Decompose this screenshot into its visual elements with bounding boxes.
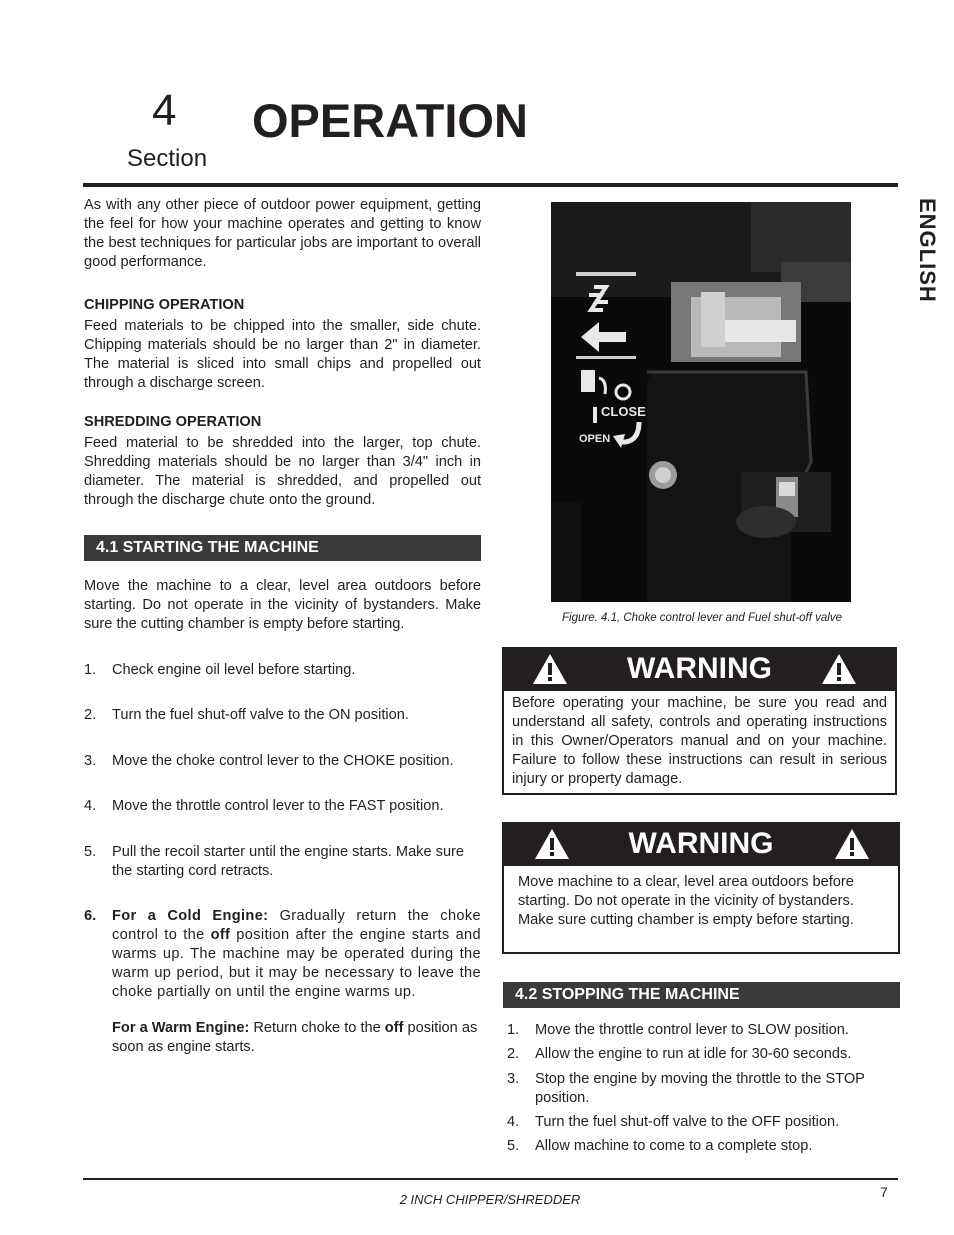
step-text: Stop the engine by moving the throttle to the STOP position. (535, 1071, 865, 1106)
step-text: Turn the fuel shut-off valve to the ON position. (112, 707, 409, 723)
step-text (112, 907, 481, 1002)
stop-step-1 (507, 1021, 899, 1040)
warning-box-1 (502, 647, 897, 795)
step-text: Move the throttle control lever to SLOW position. (535, 1022, 849, 1038)
warning-text: Before operating your machine, be sure you read and understand all safety, controls and operating instructions in this Owner/Operators manual and on your machine. Failure to follow these instructions can result in serious injury or property damage. (512, 695, 887, 787)
shredding-heading: SHREDDING OPERATION (84, 414, 262, 430)
section-label: Section (127, 145, 208, 172)
stop-step-3 (507, 1070, 899, 1108)
cold-text-a: Gradually return the choke control to the (112, 908, 481, 943)
figure-caption: Figure. 4.1, Choke control lever and Fuel shut-off valve (562, 612, 842, 624)
footer-rule (83, 1178, 898, 1180)
close-label: CLOSE (601, 404, 646, 419)
warning-triangle-icon (833, 827, 871, 861)
step-number: 3. (84, 753, 97, 769)
chipping-paragraph: Feed materials to be chipped into the smaller, side chute. Chipping materials should be no larger than 2" in diameter. The material is sliced into small chips and propelled out through a discharge screen. (84, 318, 481, 391)
language-tab: ENGLISH (915, 198, 940, 303)
warm-off-word: off (384, 1020, 404, 1036)
warning-text: Move machine to a clear, level area outdoors before starting. Do not operate in the vicinity of bystanders. Make sure cutting chamber is empty before starting. (518, 874, 854, 928)
start-step-1 (84, 661, 481, 680)
stopping-section-heading: 4.2 STOPPING THE MACHINE (503, 982, 900, 1008)
cold-off-word: off (210, 927, 231, 943)
start-step-6 (84, 907, 481, 1002)
warm-engine-label: For a Warm Engine: (112, 1020, 250, 1036)
warm-text (112, 1019, 481, 1057)
step-number: 5. (507, 1138, 520, 1154)
choke-fuel-photo (551, 202, 851, 602)
warm-text-b: position as soon as engine starts. (112, 1020, 478, 1055)
warning-triangle-icon (820, 652, 858, 686)
stop-step-4 (507, 1113, 899, 1132)
step-number: 1. (84, 662, 97, 678)
stop-step-2 (507, 1045, 899, 1064)
starting-paragraph: Move the machine to a clear, level area outdoors before starting. Do not operate in the vicinity of bystanders. Make sure the cutting chamber is empty before starting. (84, 578, 481, 632)
step-text: Allow machine to come to a complete stop. (535, 1138, 813, 1154)
cold-text-b: position after the engine starts and warms up. The machine may be operated during the warm up period, but it may be necessary to leave the choke partially on until the engine warms up. (112, 927, 481, 1000)
intro-paragraph: As with any other piece of outdoor power equipment, getting the feel for how your machine operates and getting to know the best techniques for particular jobs are important to overall good performance. (84, 197, 481, 270)
warning-header (504, 824, 898, 866)
warning-title: WARNING (627, 652, 772, 685)
step-text: Move the throttle control lever to the FAST position. (112, 798, 444, 814)
start-step-4 (84, 797, 481, 816)
photo-illustration (551, 202, 851, 602)
open-label: OPEN (579, 433, 611, 445)
step-number: 6. (84, 908, 97, 924)
step-text: Turn the fuel shut-off valve to the OFF position. (535, 1114, 840, 1130)
warning-box-2 (502, 822, 900, 954)
step-number: 1. (507, 1022, 520, 1038)
warm-engine-note (84, 1019, 481, 1057)
step-text: Allow the engine to run at idle for 30-60 seconds. (535, 1046, 852, 1062)
warning-title: WARNING (628, 827, 774, 860)
step-number: 3. (507, 1071, 520, 1087)
step-text: Move the choke control lever to the CHOKE position. (112, 753, 454, 769)
step-text: Pull the recoil starter until the engine starts. Make sure the starting cord retracts. (112, 844, 465, 879)
step-number: 4. (507, 1114, 520, 1130)
section-number: 4 (152, 86, 177, 135)
step-number: 2. (84, 707, 97, 723)
step-number: 4. (84, 798, 97, 814)
stop-step-5 (507, 1137, 899, 1156)
step-number: 2. (507, 1046, 520, 1062)
warning-header (504, 649, 895, 691)
start-step-5 (84, 843, 481, 881)
start-step-2 (84, 706, 481, 725)
header-rule (83, 183, 898, 187)
starting-section-heading: 4.1 STARTING THE MACHINE (84, 535, 481, 561)
shredding-paragraph: Feed material to be shredded into the larger, top chute. Shredding materials should be no larger than 3/4" inch in diameter. The material is shredded, and propelled out through the discharge chute onto the ground. (84, 435, 481, 508)
chipping-heading: CHIPPING OPERATION (84, 297, 245, 313)
page-number: 7 (880, 1184, 888, 1200)
cold-engine-label: For a Cold Engine: (112, 908, 269, 924)
page-title: OPERATION (252, 94, 528, 147)
warm-text-a: Return choke to the (249, 1020, 385, 1036)
footer-title: 2 INCH CHIPPER/SHREDDER (399, 1192, 581, 1207)
step-text: Check engine oil level before starting. (112, 662, 356, 678)
start-step-3 (84, 752, 481, 771)
step-number: 5. (84, 844, 97, 860)
